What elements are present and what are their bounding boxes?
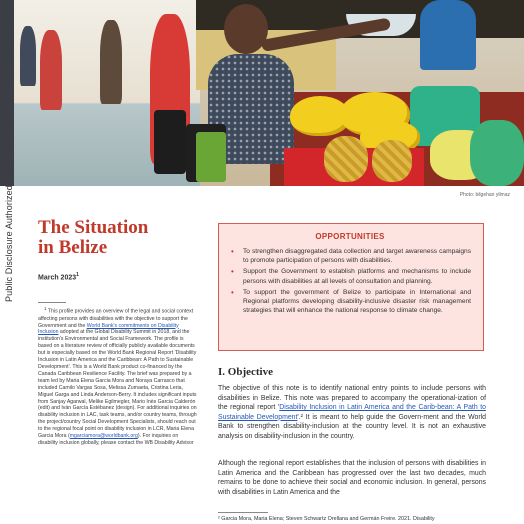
page-title (38, 218, 208, 258)
date-sup: 1 (76, 272, 79, 278)
pedestrian (100, 20, 122, 104)
opportunities-box (218, 223, 484, 351)
opportunity-item: • To support the government of Belize to participate in International and Regional platforms developing disability-inclusive disaster risk management strategies that will enhance the national response to climate change. (229, 288, 471, 316)
side-strip (0, 0, 14, 186)
pineapple (324, 136, 368, 182)
footnote-rule (38, 302, 66, 303)
vendor (420, 0, 476, 70)
pedestrian (20, 26, 36, 86)
footnote-text-1: This profile provides an overview of the legal and social context affecting persons with disabilities with the objective to support the Government and the (38, 308, 194, 329)
section-heading: I. Objective (218, 366, 273, 378)
greens (470, 120, 524, 186)
title-line-1: The Situation (38, 217, 149, 238)
opportunity-item: • To strengthen disaggregated data collection and target awareness campaigns to promote participation of persons with disabilities. (229, 247, 471, 265)
footnote-text-3: ). For inquiries on disability inclusion globally, please contact the WB Disability Advisor (38, 433, 194, 446)
opportunity-item: • Support the Government to establish platforms and mechanisms to include persons with disabilities at all levels of consultation and planning. (229, 267, 471, 285)
objective-paragraph-1 (218, 384, 486, 442)
footnote-sup: 1 (44, 306, 47, 311)
p1-text-1: The objective of this note is to identify national entry points to include persons with disabilities in Belize. This note was prepared to accompany the operational-ization of the regional report ' (218, 385, 486, 412)
green-bag-small (196, 132, 226, 182)
footnote-2: ² Garcia Mora, Maria Elena; Steven Schwartz Orellana and Germán Freire. 2021. Disability (218, 516, 435, 522)
footnote-text-2: adopted at the Global Disability Summit in 2018, and the institution's Environmental and Social Framework. The profile is based on a literature review of officially publicly available documents but is especially based on the World Bank Regional Report 'Disability Inclusion in Latin America and the Caribbean: A Path to Sustainable Development'. This is a World Bank product co-financed by the Canada Caribbean Resilience Facility. The brief was prepared by a team led by Maria Elena Garcia Mora and Noraya Carrasco that included Camilo Vargas Sosa, Melissa Zumaeta, Cristina Leria, Miguel Garga and Linda Anderson-Berry. It includes significant inputs from Sanjay Agarwal, Melike Egilmegler, Mario Inès Garcia Calderón (edit) and Iván García Estébanez (design). For additional inquiries on disability inclusion in LAC, task teams, and/or country teams, through the project/country Social Development Specialists, should reach out to the regional focal point on disability inclusion in LCR, Maria Elena Garcia Mora ( (38, 329, 197, 440)
pineapple (372, 140, 412, 182)
title-line-2: in Belize (38, 237, 108, 258)
objective-paragraph-2: Although the regional report establishes that the inclusion of persons with disabilities in Latin America and the Caribbean has progressed over the last two decades, much remains to be done to achieve their social and economic inclusion. In general, persons with disabilities in Latin America and the (218, 460, 486, 496)
footnote-left (38, 306, 198, 524)
footnote-email-link[interactable]: mgarciamora@worldbank.org (69, 433, 138, 440)
public-disclosure-label: Public Disclosure Authorized (4, 185, 14, 302)
footnote-rule-2 (218, 512, 268, 513)
photo-caption: Photo: bilgehan yilmaz (459, 192, 510, 198)
opportunities-title: OPPORTUNITIES (315, 232, 385, 241)
footnote-link[interactable]: World Bank's commitments on Disability Inclusion (38, 322, 179, 336)
date-text: March 2023 (38, 274, 77, 282)
date (38, 272, 79, 281)
opportunities-list (229, 247, 471, 315)
man-trousers (154, 110, 186, 174)
p1-text-2: '.² It is meant to help guide the Govern-ment and the World Bank to strengthen disability-inclusion at the country level. It is not an exhaustive analysis on disability-inclusion in the country. (218, 413, 486, 440)
regional-report-link[interactable]: Disability Inclusion in Latin America and the Carib-bean: A Path to Sustainable Development (218, 404, 486, 421)
header-photo (0, 0, 524, 186)
pedestrian (40, 30, 62, 110)
